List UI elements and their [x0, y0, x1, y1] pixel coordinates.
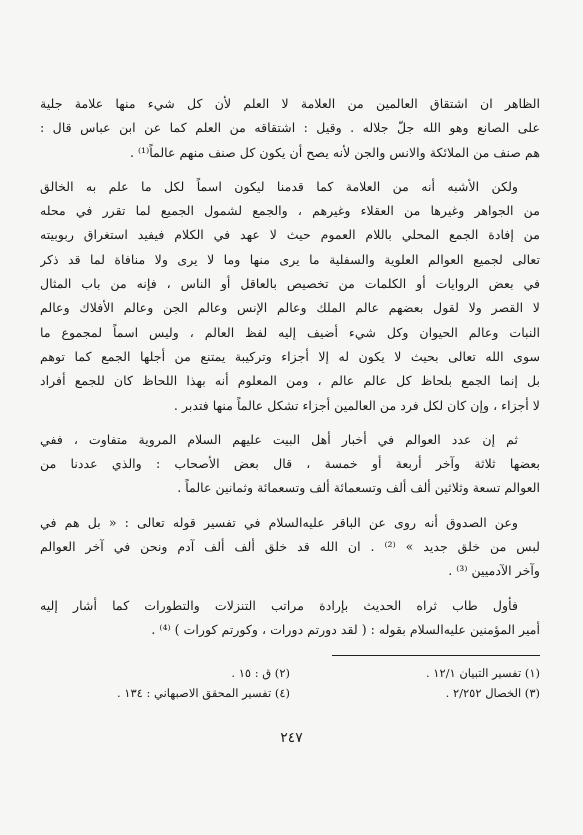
- footnote-row: [40, 663, 540, 683]
- text-line: أمير المؤمنين عليه‌السلام بقوله : ( لقد دورتم دورات ، وكورتم كورات ) ⁽⁴⁾ .: [151, 621, 540, 637]
- footnote: (٤) تفسير المحقق الاصبهاني : ١٣٤ .: [116, 686, 290, 700]
- footnote: (١) تفسير التبيان ١٢/١ .: [425, 666, 540, 680]
- text-line: من إفادة الجمع المحلي باللام العموم حيث لا عهد في الكلام فيفيد استغراق ربوبيته: [40, 227, 540, 243]
- footnote: (٢) ق : ١٥ .: [231, 666, 290, 680]
- text-line: لا أجزاء ، وإن كان لكل فرد من العالمين أجزاء تشكل عالماً منها فتدبر .: [173, 397, 540, 413]
- text-line: بل إنما الجمع بلحاظ كل عالم عالم ، ومن المعلوم أنه بهذا اللحاظ كان للجمع أفراد: [40, 373, 540, 389]
- text-line: فأول طاب ثراه الحديث بإرادة مراتب التنزلات والتطورات كما أشار إليه: [40, 597, 518, 613]
- text-line: ثم إن عدد العوالم في أخبار أهل البيت عليهم السلام المروية متفاوت ، ففي: [40, 431, 518, 447]
- text-line: في بعض الروايات أو الكلمات من تخصيص بالعاقل أو الناس ، فإنه من باب المثال: [40, 276, 540, 292]
- text-line: ولكن الأشبه أنه من العلامة كما قدمنا ليكون اسماً لكل ما علم به الخالق: [40, 178, 518, 194]
- paragraph-2: [40, 175, 540, 418]
- text-line: من الجواهر وغيرها من العقلاء وغيرهم ، والجمع لشمول الجميع لما تقرر في محله: [40, 203, 540, 219]
- text-line: العوالم تسعة وثلاثين ألف ألف وتسعمائة ألف وتسعمائة وثمانين عالماً .: [177, 480, 540, 496]
- paragraph-1: [40, 92, 540, 165]
- footnote-divider: [332, 655, 540, 656]
- text-line: لبس من خلق جديد » ⁽²⁾ . ان الله قد خلق ألف ألف آدم ونحن في آخر العوالم: [40, 539, 540, 555]
- footnote: (٣) الخصال ٢/٢٥٢ .: [445, 686, 540, 700]
- footnotes: [40, 663, 540, 703]
- text-line: سوى الله تعالى بحيث لا يكون له إلا أجزاء وتركيبة يمتنع من أجلها الجمع كما توهم: [40, 348, 540, 364]
- page-number: ٢٤٧: [280, 730, 303, 746]
- text-line: وعن الصدوق أنه روى عن الباقر عليه‌السلام في تفسير قوله تعالى : « بل هم في: [40, 514, 518, 530]
- text-line: الظاهر ان اشتقاق العالمين من العلامة لا العلم لأن كل شيء منها علامة جلية: [40, 96, 540, 111]
- text-line: على الصانع وهو الله جلّ جلاله . وقيل : اشتقاقه من العلم كما عن ابن عباس قال :: [40, 120, 540, 136]
- paragraph-3: [40, 428, 540, 501]
- paragraph-5: [40, 594, 540, 643]
- text-line: النبات وعالم الحيوان وكل شيء أضيف إليه لفظ العالم ، وليس اسماً لمجموع ما: [40, 324, 540, 340]
- text-line: هم صنف من الملائكة والانس والجن لأنه يصح أن يكون كل صنف منهم عالماً⁽¹⁾ .: [129, 144, 540, 160]
- text-line: وآخر الآدميين ⁽³⁾ .: [448, 563, 540, 579]
- footnote-row: [40, 683, 540, 703]
- text-line: تعالى لجميع العوالم العلوية والسفلية ما يرى منها وما لا يرى ولا منافاة لما قد ذكر: [40, 251, 540, 267]
- paragraph-4: [40, 511, 540, 584]
- text-line: لا القصر ولا لقول بعضهم عالم الملك وعالم الإنس وعالم الجن وعالم الأفلاك وعالم: [40, 300, 540, 316]
- text-line: بعضها ثلاثة وآخر أربعة أو خمسة ، قال بعض الأصحاب : والذي عددنا من: [40, 456, 540, 472]
- page-body: [40, 92, 540, 642]
